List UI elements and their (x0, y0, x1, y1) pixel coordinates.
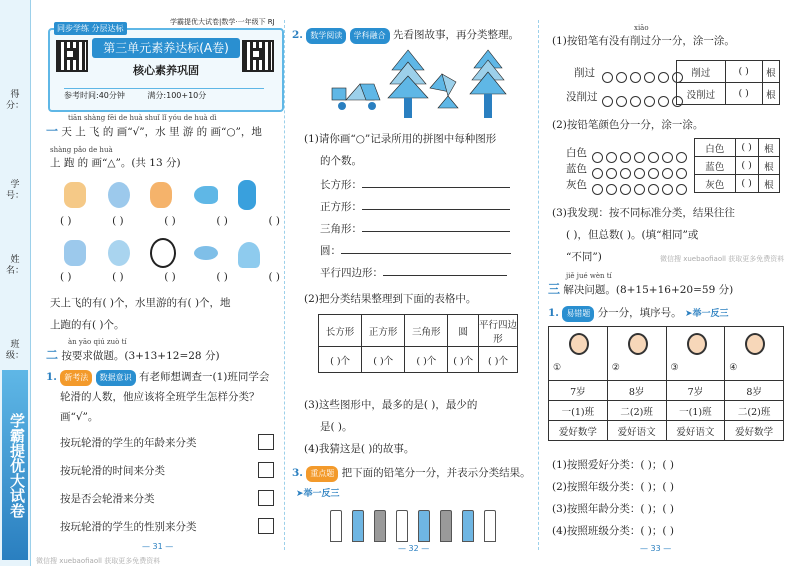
sort-question[interactable]: (2)按照年级分类：( )；( ) (552, 481, 674, 493)
answer-blank[interactable]: ( ) (216, 215, 228, 227)
question-3-3-cont: “不同”) (566, 251, 602, 263)
student-id-label: 学号： (6, 180, 25, 201)
question-2-1-cont: 的个数。 (320, 155, 362, 167)
color-count-table (694, 138, 780, 193)
new-format-tag: 新考法 (60, 370, 92, 386)
question-2-2: (2)把分类结果整理到下面的表格中。 (304, 293, 477, 305)
table-header: 平行四边形 (479, 315, 518, 347)
option-checkbox[interactable] (258, 434, 274, 450)
table-cell: 白色 (695, 139, 736, 157)
table-cell[interactable]: ( )个 (405, 347, 448, 373)
child-avatar-icon (745, 333, 765, 355)
unit-subtitle: 核心素养巩固 (133, 64, 199, 77)
child-avatar-icon (628, 333, 648, 355)
brand-logo: 学霸提优大试卷 (2, 370, 28, 560)
math-reading-tag: 数学阅读 (306, 28, 346, 44)
answer-blank[interactable]: ( ) (60, 215, 72, 227)
fish-icon (194, 186, 218, 204)
option-checkbox[interactable] (258, 462, 274, 478)
answer-blank[interactable]: ( ) (725, 83, 762, 105)
tangram-tree-icon (388, 50, 428, 118)
table-cell[interactable]: ( )个 (448, 347, 479, 373)
answer-blank[interactable]: ( ) (268, 271, 280, 283)
pencil-icon (330, 510, 342, 542)
question-2-1-cont: 画“√”。 (60, 411, 99, 423)
color-row-label: 蓝色 (566, 163, 587, 175)
page-divider (538, 20, 539, 550)
lion-icon (108, 182, 130, 208)
hobby-cell: 爱好数学 (549, 421, 608, 441)
pinyin-line: shàng pǎo de huà (50, 146, 113, 154)
age-cell: 8岁 (607, 381, 666, 401)
qr-code-icon (242, 40, 274, 72)
elephant-icon (64, 240, 86, 266)
child-cell: ② (607, 327, 666, 381)
seahorse-icon (64, 182, 86, 208)
key-question-tag: 重点题 (306, 466, 338, 482)
page-number: — 31 — (142, 542, 174, 551)
answer-blank[interactable]: ( ) (60, 271, 72, 283)
age-cell: 7岁 (666, 381, 725, 401)
owl-icon (108, 240, 130, 266)
sort-question[interactable]: (3)按照年龄分类：( )；( ) (552, 503, 674, 515)
question-1: 一 天 上 飞 的 画“√”，水 里 游 的 画“○”，地 (46, 124, 262, 138)
unit-cell: 根 (758, 175, 779, 193)
watermark: 微信搜 xuebaofiaoll 获取更多免费资料 (660, 255, 785, 263)
option-label: 按是否会轮滑来分类 (60, 493, 155, 505)
shape-count-table (318, 314, 518, 373)
answer-blank[interactable]: ( ) (216, 271, 228, 283)
question-2: 2. 数学阅读 学科融合 先看图故事，再分类整理。 (292, 28, 519, 44)
table-cell[interactable]: ( )个 (319, 347, 362, 373)
tangram-pictures (330, 48, 510, 120)
question-2-1-cont: 轮滑的人数，他应该将全班学生怎样分类？ (60, 391, 260, 403)
class-cell: 二(2)班 (607, 401, 666, 421)
page-number: — 33 — (640, 544, 672, 553)
watermark: 微信搜 xuebaofiaoll 获取更多免费资料 (36, 557, 161, 565)
option-label: 按玩轮滑的学生的年龄来分类 (60, 437, 197, 449)
name-label: 姓名： (6, 255, 25, 276)
pinyin-line: jiě jué wèn tí (566, 272, 612, 280)
pinyin-line: xiāo (634, 24, 649, 32)
table-cell: 没削过 (677, 83, 726, 105)
panda-icon (150, 238, 176, 268)
shape-record-row: 圆： (320, 244, 511, 258)
shape-record-row: 三角形： (320, 222, 510, 236)
sort-question[interactable]: (1)按照爱好分类：( )；( ) (552, 459, 674, 471)
answer-blank[interactable]: ( ) (725, 61, 762, 83)
unit-title: 第三单元素养达标(A卷) (92, 38, 240, 58)
pencil-icon (418, 510, 430, 542)
book-info: 学霸提优大试卷|数学·一年级下 RJ (170, 18, 275, 26)
question-1-cont: 上 跑 的 画“△”。(共 13 分) (50, 157, 181, 169)
tangram-turtle-icon (332, 84, 380, 110)
score-label: 得分： (6, 90, 25, 111)
unsharpened-row-label: 没削过 (566, 91, 598, 103)
question-3-1-problem: 1. 易错题 分一分，填序号。 ➤举一反三 (548, 306, 729, 322)
giraffe-icon (238, 180, 256, 210)
pencil-icon (440, 510, 452, 542)
extend-practice-link[interactable]: ➤举一反三 (685, 309, 729, 319)
table-header: 圆 (448, 315, 479, 347)
answer-blank[interactable]: ( ) (112, 271, 124, 283)
child-avatar-icon (687, 333, 707, 355)
extend-practice-link[interactable]: ➤举一反三 (296, 489, 340, 499)
sharpened-count-table (676, 60, 780, 105)
series-tag: 同步学练 分层达标 (54, 16, 127, 35)
option-label: 按玩轮滑的时间来分类 (60, 465, 165, 477)
color-row-label: 白色 (566, 147, 587, 159)
class-cell: 二(2)班 (725, 401, 784, 421)
question-2-3-cont: 是( )。 (320, 421, 353, 433)
error-prone-tag: 易错题 (562, 306, 594, 322)
answer-blank[interactable]: ( ) (735, 157, 758, 175)
child-cell: ④ (725, 327, 784, 381)
unit-cell: 根 (762, 83, 779, 105)
child-cell: ① (549, 327, 608, 381)
binding-margin (0, 0, 31, 566)
color-row-label: 灰色 (566, 179, 587, 191)
tally-circles[interactable] (602, 68, 686, 87)
count-sentence: 天上飞的有( )个，水里游的有( )个，地 (50, 297, 231, 309)
pencil-icon (352, 510, 364, 542)
eagle-icon (150, 182, 172, 208)
table-header: 长方形 (319, 315, 362, 347)
age-cell: 8岁 (725, 381, 784, 401)
answer-blank[interactable]: ( ) (735, 139, 758, 157)
shape-record-row: 平行四边形： (320, 266, 507, 280)
table-cell: 蓝色 (695, 157, 736, 175)
shape-record-row: 长方形： (320, 178, 510, 192)
tally-circles[interactable] (602, 92, 686, 111)
children-info-table (548, 326, 784, 441)
question-3-1: (1)按铅笔有没有削过分一分，涂一涂。 (552, 35, 735, 47)
question-2-3: (3)这些图形中，最多的是( )，最少的 (304, 399, 478, 411)
exam-meta (64, 88, 264, 103)
page-number: — 32 — (398, 544, 430, 553)
table-cell[interactable]: ( )个 (362, 347, 405, 373)
octopus-icon (238, 242, 260, 268)
section-2-title: 二 按要求做题。(3+13+12=28 分) (46, 348, 220, 362)
question-3-2: (2)按铅笔颜色分一分，涂一涂。 (552, 119, 704, 131)
full-score: 满分:100+10分 (147, 91, 207, 100)
count-sentence: 上跑的有( )个。 (50, 319, 125, 331)
pencil-icon (374, 510, 386, 542)
section-3-title: 三 解决问题。(8+15+16+20=59 分) (548, 282, 734, 296)
table-cell: 削过 (677, 61, 726, 83)
pinyin-line: tiān shàng fēi de huà shuǐ lǐ yóu de huà dì (68, 114, 217, 122)
pencil-icon (396, 510, 408, 542)
child-cell: ③ (666, 327, 725, 381)
table-cell[interactable]: ( )个 (479, 347, 518, 373)
pencil-icon (484, 510, 496, 542)
answer-row (60, 214, 280, 228)
child-avatar-icon (569, 333, 589, 355)
class-cell: 一(1)班 (666, 401, 725, 421)
table-header: 三角形 (405, 315, 448, 347)
hobby-cell: 爱好语文 (666, 421, 725, 441)
answer-blank[interactable]: ( ) (164, 271, 176, 283)
pencil-icon (462, 510, 474, 542)
table-header: 正方形 (362, 315, 405, 347)
table-cell: 灰色 (695, 175, 736, 193)
answer-blank[interactable]: ( ) (112, 215, 124, 227)
class-cell: 一(1)班 (549, 401, 608, 421)
option-checkbox[interactable] (258, 518, 274, 534)
question-2-4: (4)我猜这是( )的故事。 (304, 443, 415, 455)
unit-cell: 根 (758, 157, 779, 175)
sharpened-row-label: 削过 (574, 67, 595, 79)
shape-record-row: 正方形： (320, 200, 510, 214)
answer-blank[interactable]: ( ) (164, 215, 176, 227)
sort-question[interactable]: (4)按照班级分类：( )；( ) (552, 525, 674, 537)
hobby-cell: 爱好语文 (607, 421, 666, 441)
age-cell: 7岁 (549, 381, 608, 401)
pinyin-line: àn yāo qiú zuò tí (68, 338, 127, 346)
question-3-3-cont: ( )，但总数( )。(填“相同”或 (566, 229, 699, 241)
data-literacy-tag: 数据意识 (96, 370, 136, 386)
answer-blank[interactable]: ( ) (735, 175, 758, 193)
unit-cell: 根 (758, 139, 779, 157)
tangram-tree-icon (470, 50, 506, 118)
tally-circles[interactable] (592, 180, 690, 199)
unit-header-card (48, 18, 284, 112)
page-divider (284, 20, 285, 550)
option-checkbox[interactable] (258, 490, 274, 506)
hobby-cell: 爱好数学 (725, 421, 784, 441)
class-label: 班级： (6, 340, 25, 361)
answer-row (60, 270, 280, 284)
question-3: 3. 重点题 把下面的铅笔分一分，并表示分类结果。 (292, 466, 531, 482)
fish-icon (194, 246, 218, 260)
question-3-3: (3)我发现：按不同标准分类，结果往往 (552, 207, 735, 219)
time-limit: 参考时间:40分钟 (64, 91, 125, 100)
interdisciplinary-tag: 学科融合 (350, 28, 390, 44)
question-2-1: (1)请你画“○”记录所用的拼图中每种图形 (304, 133, 497, 145)
unit-cell: 根 (762, 61, 779, 83)
qr-code-icon (56, 40, 88, 72)
tangram-fox-icon (430, 74, 458, 108)
question-2-1: 1. 新考法 数据意识 有老师想调查一(1)班同学会 (46, 370, 269, 386)
option-label: 按玩轮滑的学生的性别来分类 (60, 521, 197, 533)
answer-blank[interactable]: ( ) (268, 215, 280, 227)
